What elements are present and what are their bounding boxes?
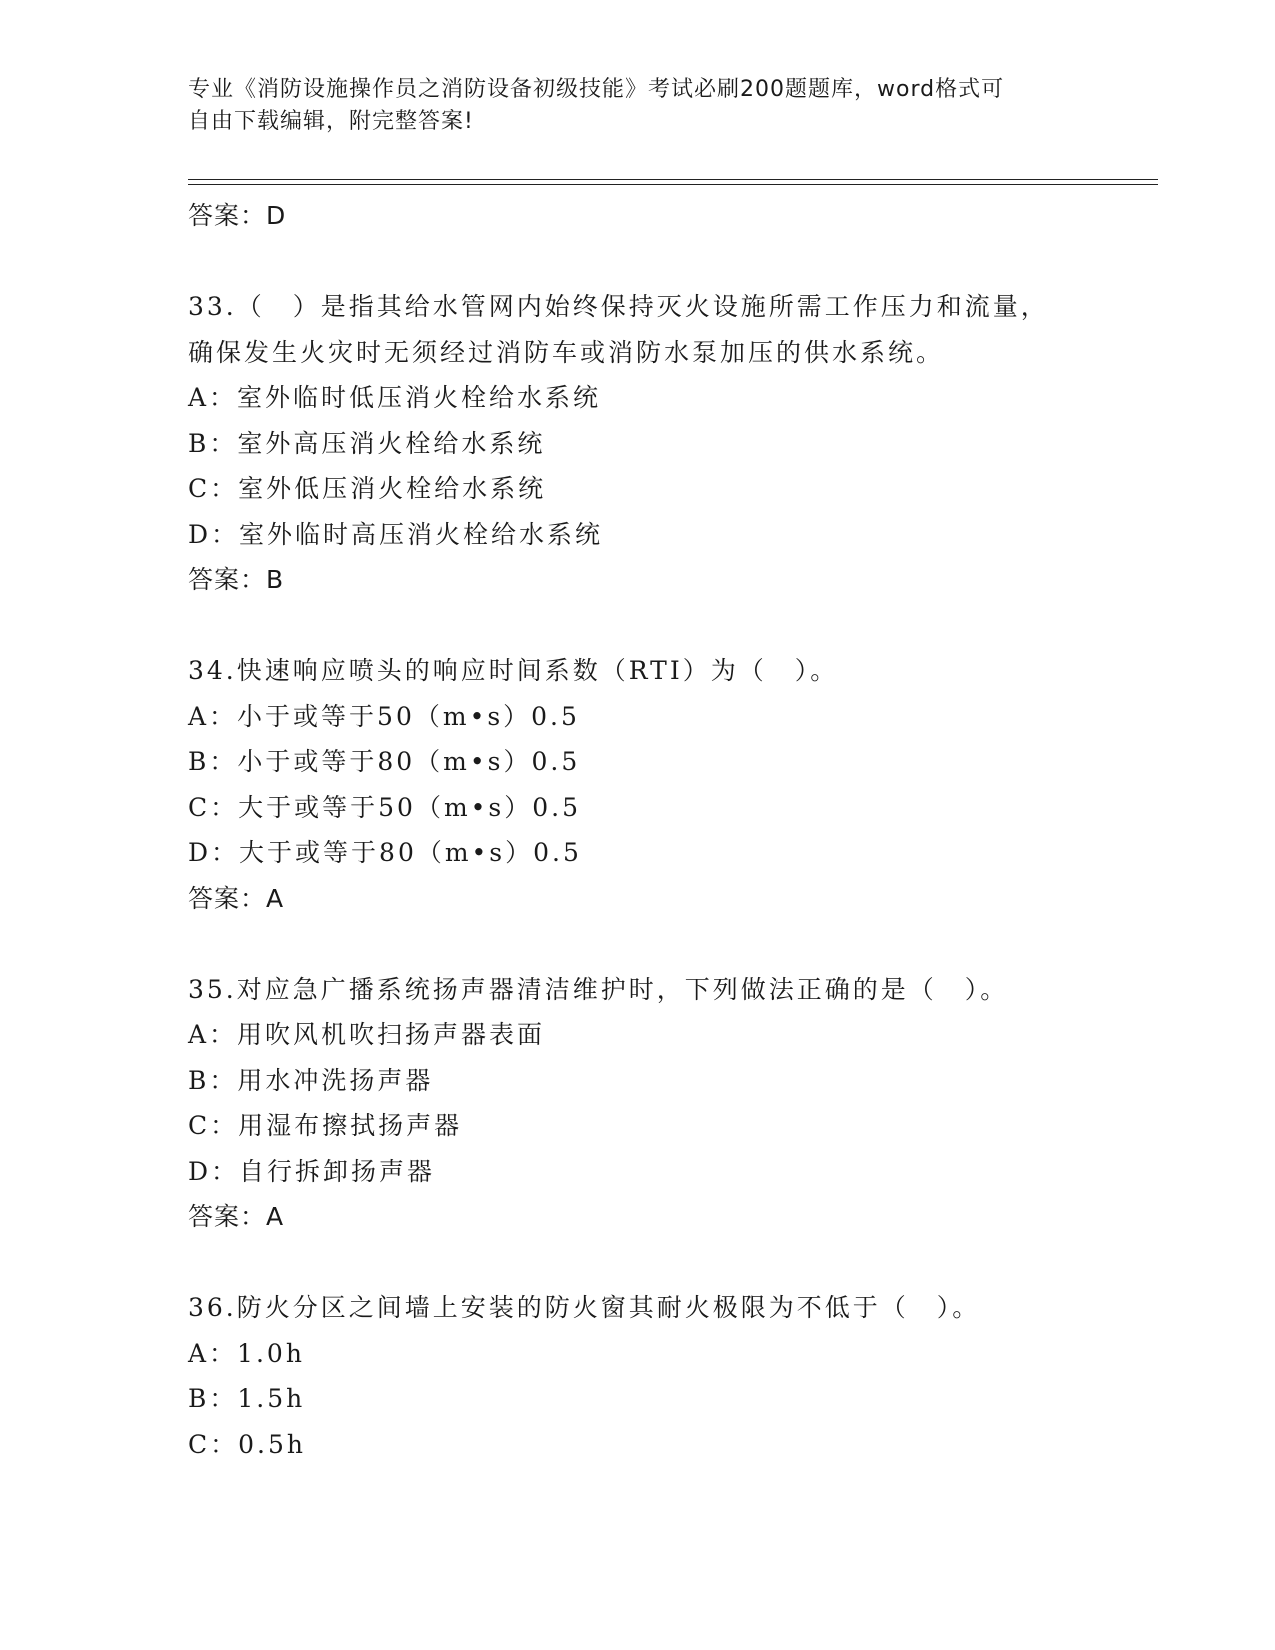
option-b: B：小于或等于80（m•s）0.5 xyxy=(188,747,581,776)
question-stem: 36.防火分区之间墙上安装的防火窗其耐火极限为不低于（ ）。 xyxy=(188,1293,981,1322)
spacer xyxy=(188,921,1088,967)
option-c: C：0.5h xyxy=(188,1429,306,1459)
header-line-2: 自由下载编辑，附完整答案! xyxy=(188,109,474,134)
document-header xyxy=(188,74,1088,138)
spacer xyxy=(188,239,1088,285)
option-d: D：自行拆卸扬声器 xyxy=(188,1156,436,1186)
option-c: C：用湿布擦拭扬声器 xyxy=(188,1111,463,1140)
option-a: A：室外临时低压消火栓给水系统 xyxy=(188,383,602,412)
answer: 答案：A xyxy=(188,883,285,913)
header-divider-bottom xyxy=(188,184,1158,185)
option-b: B：1.5h xyxy=(188,1384,306,1413)
option-c: C：大于或等于50（m•s）0.5 xyxy=(188,792,581,822)
question-stem: 34.快速响应喷头的响应时间系数（RTI）为（ ）。 xyxy=(188,656,839,685)
question-33 xyxy=(188,284,1088,603)
option-b: B：用水冲洗扬声器 xyxy=(188,1065,434,1095)
question-35 xyxy=(188,967,1088,1240)
question-stem: 确保发生火灾时无须经过消防车或消防水泵加压的供水系统。 xyxy=(188,337,945,367)
spacer xyxy=(188,603,1088,649)
header-divider-top xyxy=(188,179,1158,180)
header-line-1: 专业《消防设施操作员之消防设备初级技能》考试必刷200题题库，word格式可 xyxy=(188,77,1005,102)
question-stem: 35.对应急广播系统扬声器清洁维护时，下列做法正确的是（ ）。 xyxy=(188,974,1009,1004)
question-content xyxy=(188,193,1088,1467)
option-d: D：室外临时高压消火栓给水系统 xyxy=(188,519,604,549)
question-36 xyxy=(188,1285,1088,1467)
option-a: A：小于或等于50（m•s）0.5 xyxy=(188,701,580,731)
question-34 xyxy=(188,648,1088,921)
option-b: B：室外高压消火栓给水系统 xyxy=(188,428,546,458)
question-stem: 33.（ ）是指其给水管网内始终保持灭火设施所需工作压力和流量， xyxy=(188,292,1049,321)
option-d: D：大于或等于80（m•s）0.5 xyxy=(188,838,582,867)
option-a: A：用吹风机吹扫扬声器表面 xyxy=(188,1020,546,1049)
spacer xyxy=(188,1240,1088,1286)
answer: 答案：A xyxy=(188,1202,285,1231)
answer: 答案：B xyxy=(188,565,285,594)
option-c: C：室外低压消火栓给水系统 xyxy=(188,474,547,503)
previous-answer: 答案：D xyxy=(188,201,287,230)
option-a: A：1.0h xyxy=(188,1338,305,1368)
